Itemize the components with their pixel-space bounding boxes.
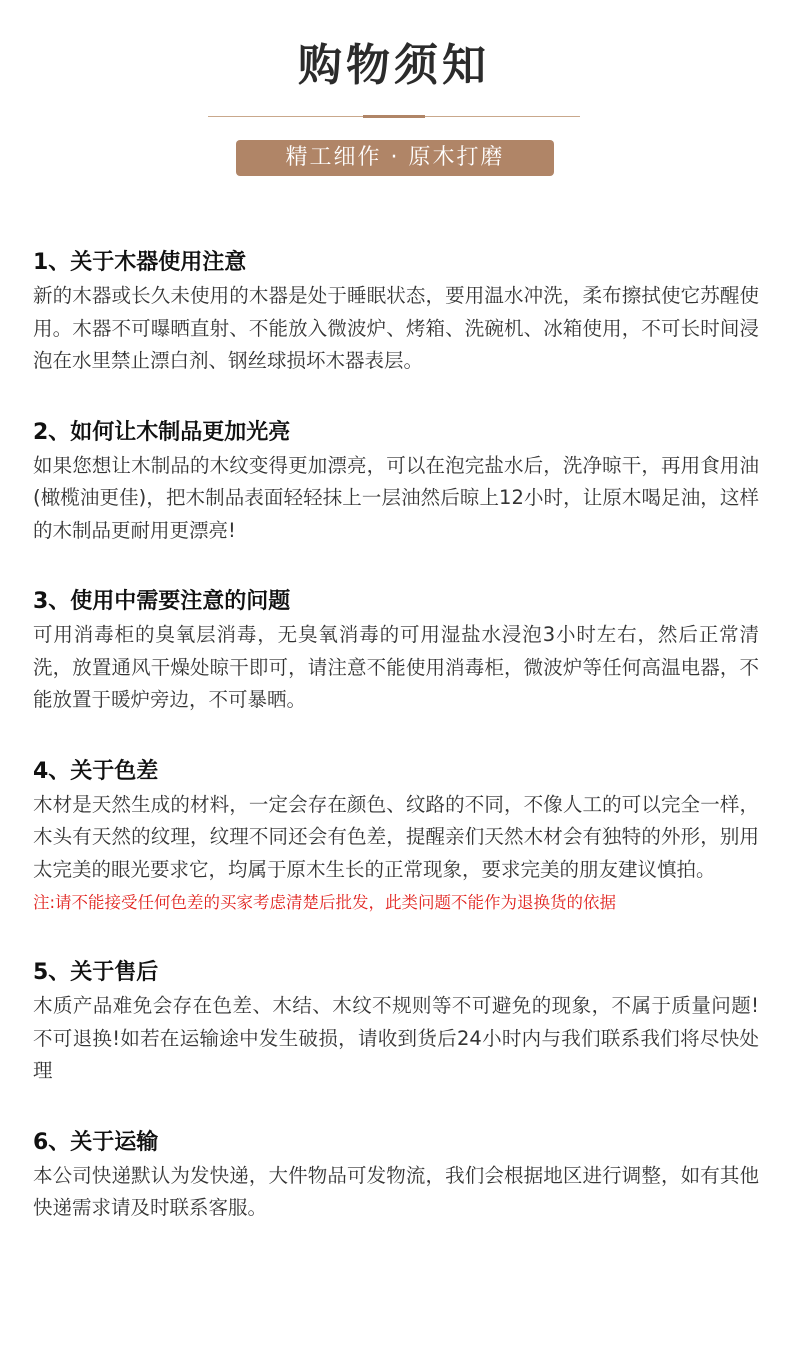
section-title: 4、关于色差 bbox=[33, 758, 159, 784]
section-after-sales bbox=[33, 956, 759, 1088]
section-body: 木材是天然生成的材料，一定会存在颜色、纹路的不同，不像人工的可以完全一样，木头有天然的纹理，纹理不同还会有色差，提醒亲们天然木材会有独特的外形，别用太完美的眼光要求它，均属于原木生长的正常现象，要求完美的朋友建议慎拍。 bbox=[33, 792, 759, 881]
section-color-difference bbox=[33, 755, 759, 919]
section-body: 木质产品难免会存在色差、木结、木纹不规则等不可避免的现象，不属于质量问题!不可退换!如若在运输途中发生破损，请收到货后24小时内与我们联系我们将尽快处理 bbox=[33, 994, 759, 1082]
section-body: 本公司快递默认为发快递，大件物品可发物流，我们会根据地区进行调整，如有其他快递需求请及时联系客服。 bbox=[33, 1163, 759, 1219]
section-usage-issues bbox=[33, 585, 759, 717]
section-title: 5、关于售后 bbox=[33, 960, 159, 985]
section-body: 可用消毒柜的臭氧层消毒，无臭氧消毒的可用湿盐水浸泡3小时左右，然后正常清洗，放置通风干燥处晾干即可，请注意不能使用消毒柜，微波炉等任何高温电器，不能放置于暖炉旁边，不可暴晒。 bbox=[33, 623, 759, 711]
section-title: 1、关于木器使用注意 bbox=[33, 250, 247, 275]
notice-content bbox=[33, 246, 759, 1263]
section-title: 2、如何让木制品更加光亮 bbox=[33, 419, 291, 445]
section-shipping bbox=[33, 1126, 759, 1225]
section-title: 6、关于运输 bbox=[33, 1129, 159, 1155]
section-body: 如果您想让木制品的木纹变得更加漂亮，可以在泡完盐水后，洗净晾干，再用食用油(橄榄油更佳)，把木制品表面轻轻抹上一层油然后晾上12小时，让原木喝足油，这样的木制品更耐用更漂亮! bbox=[33, 453, 759, 542]
title-divider-accent bbox=[363, 115, 425, 118]
section-title: 3、使用中需要注意的问题 bbox=[33, 589, 291, 614]
page-title: 购物须知 bbox=[298, 40, 490, 91]
section-shine bbox=[33, 416, 759, 548]
section-body: 新的木器或长久未使用的木器是处于睡眠状态，要用温水冲洗，柔布擦拭使它苏醒使用。木器不可曝晒直射、不能放入微波炉、烤箱、洗碗机、冰箱使用，不可长时间浸泡在水里禁止漂白剂、钢丝球损坏木器表层。 bbox=[33, 284, 759, 372]
section-note: 注:请不能接受任何色差的买家考虑清楚后批发，此类问题不能作为退换货的依据 bbox=[33, 893, 617, 912]
section-wood-usage bbox=[33, 246, 759, 378]
subtitle-badge: 精工细作 · 原木打磨 bbox=[236, 140, 554, 176]
page-header bbox=[0, 0, 788, 200]
